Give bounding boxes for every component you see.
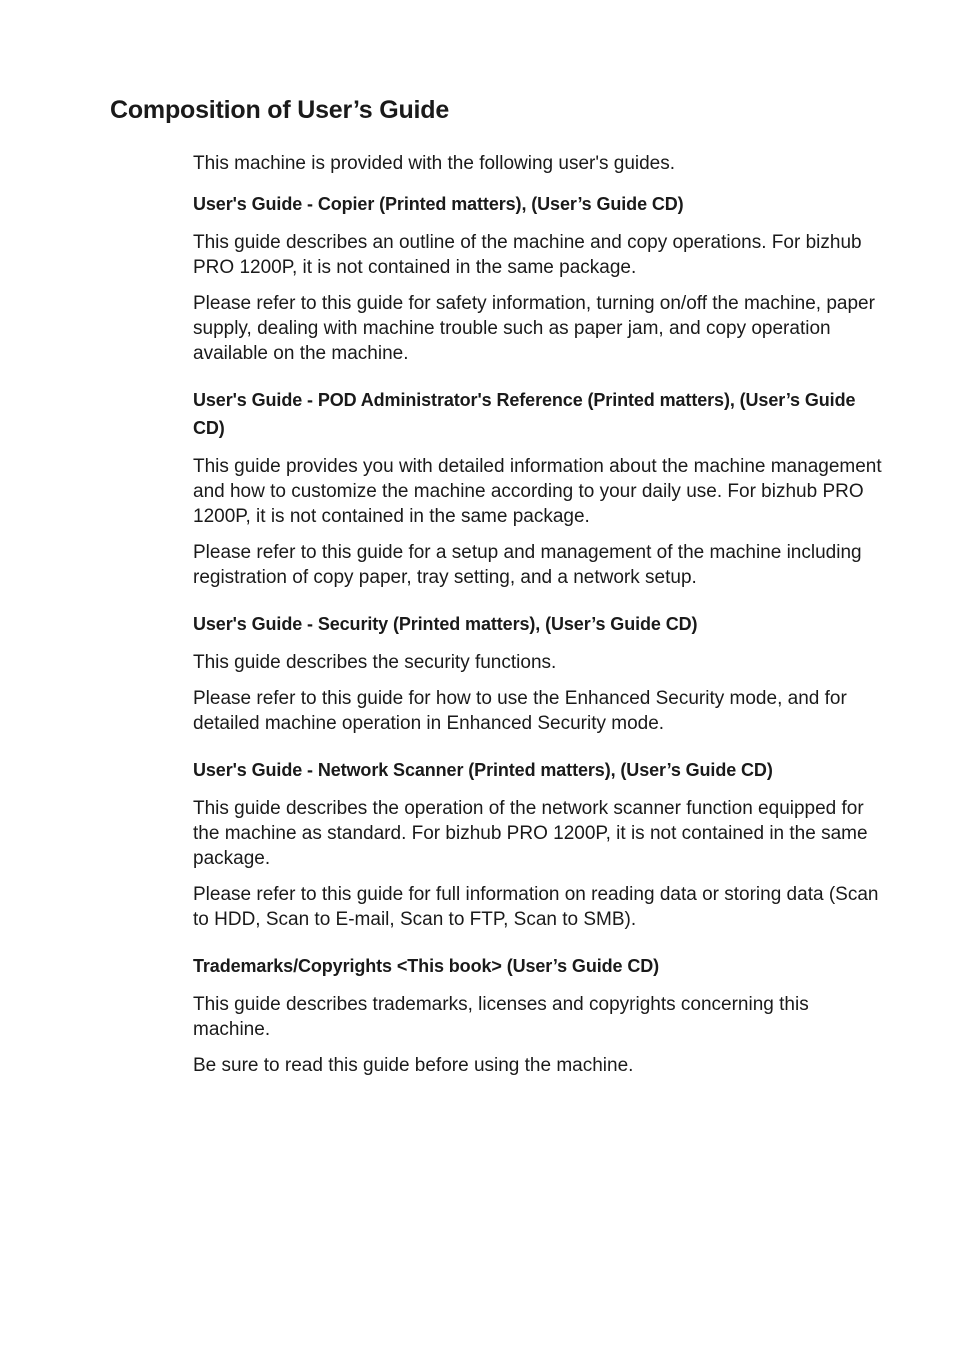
section-trademarks (193, 952, 888, 1078)
section-copier-guide (193, 190, 888, 366)
section-paragraph: Please refer to this guide for safety information, turning on/off the machine, paper supply, dealing with machine trouble such as paper jam, and copy operation available on the machine. (193, 293, 875, 364)
section-paragraph: Please refer to this guide for a setup and management of the machine including registration of copy paper, tray setting, and a network setup. (193, 542, 862, 588)
section-paragraph: This guide describes trademarks, licenses and copyrights concerning this machine. (193, 994, 809, 1040)
section-paragraph: Please refer to this guide for full information on reading data or storing data (Scan to HDD, Scan to E-mail, Scan to FTP, Scan to SMB). (193, 884, 879, 930)
section-paragraph: This guide provides you with detailed information about the machine management and how to customize the machine according to your daily use. For bizhub PRO 1200P, it is not contained in the same package. (193, 456, 882, 527)
section-pod-admin-guide (193, 386, 888, 590)
section-paragraph: This guide describes the operation of the network scanner function equipped for the machine as standard. For bizhub PRO 1200P, it is not contained in the same package. (193, 798, 868, 869)
section-paragraph: This guide describes an outline of the machine and copy operations. For bizhub PRO 1200P, it is not contained in the same package. (193, 232, 862, 278)
page-title: Composition of User’s Guide (110, 96, 450, 124)
section-heading: User's Guide - Network Scanner (Printed matters), (User’s Guide CD) (193, 760, 773, 780)
section-paragraph: Be sure to read this guide before using the machine. (193, 1055, 634, 1076)
section-paragraph: Please refer to this guide for how to use the Enhanced Security mode, and for detailed machine operation in Enhanced Security mode. (193, 688, 847, 734)
section-security-guide (193, 610, 888, 736)
section-heading: User's Guide - Copier (Printed matters), (User’s Guide CD) (193, 194, 684, 214)
section-heading: User's Guide - POD Administrator's Reference (Printed matters), (User’s Guide CD) (193, 390, 856, 438)
intro-paragraph: This machine is provided with the following user's guides. (193, 153, 676, 174)
section-heading: User's Guide - Security (Printed matters), (User’s Guide CD) (193, 614, 698, 634)
body-column (193, 151, 888, 1098)
section-heading: Trademarks/Copyrights <This book> (User’s Guide CD) (193, 956, 660, 976)
section-network-scanner-guide (193, 756, 888, 932)
section-paragraph: This guide describes the security functions. (193, 652, 557, 673)
